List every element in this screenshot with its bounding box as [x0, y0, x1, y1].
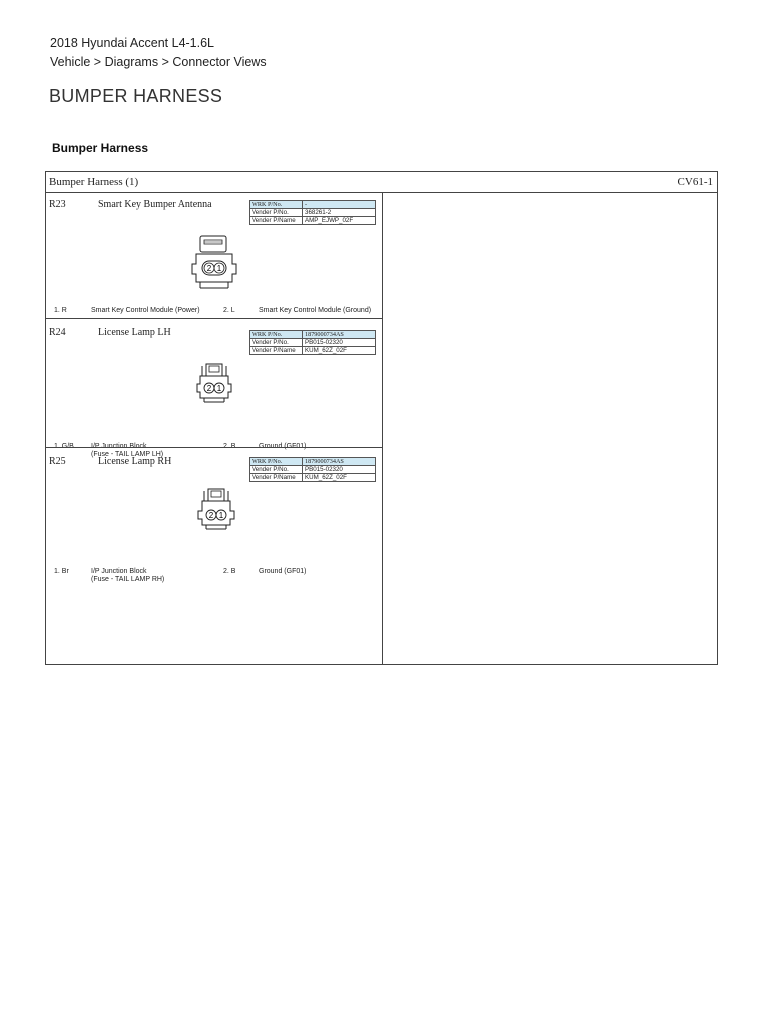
- pin-desc-line2: (Fuse - TAIL LAMP RH): [91, 576, 165, 583]
- part-label: Vender P/Name: [250, 474, 303, 482]
- sheet-header: [46, 172, 717, 193]
- breadcrumb-separator: >: [93, 55, 102, 69]
- pin-number: 2: [208, 511, 214, 520]
- page-title: BUMPER HARNESS: [49, 86, 223, 106]
- pin-no: 1. Br: [54, 568, 69, 575]
- part-label: Vender P/Name: [250, 347, 303, 355]
- part-value: 1879000734AS: [303, 458, 376, 466]
- pin-number: 1: [216, 264, 222, 273]
- breadcrumb-diagrams[interactable]: Diagrams: [104, 55, 159, 69]
- connector-id: R23: [49, 199, 66, 210]
- part-label: Vender P/No.: [250, 209, 303, 217]
- pin-number: 1: [218, 511, 224, 520]
- part-value: PB015-02320: [303, 339, 376, 347]
- part-number-table: [249, 457, 376, 482]
- part-value: KUM_62Z_02F: [303, 474, 376, 482]
- connector-face-r24: [194, 362, 234, 406]
- part-number-table: [249, 330, 376, 355]
- pin-number: 2: [206, 264, 212, 273]
- connector-block-r23: [46, 194, 382, 318]
- connector-sheet: [45, 171, 718, 665]
- part-value: 368261-2: [303, 209, 376, 217]
- connector-id: R24: [49, 327, 66, 338]
- part-label: Vender P/No.: [250, 339, 303, 347]
- part-value: -: [303, 201, 376, 209]
- connector-block-r25: [46, 451, 382, 583]
- column-divider: [382, 193, 383, 665]
- vehicle-title: 2018 Hyundai Accent L4-1.6L: [50, 36, 215, 50]
- section-title: Bumper Harness: [52, 141, 149, 155]
- connector-block-r24: [46, 322, 382, 458]
- part-value: 1879000734AS: [303, 331, 376, 339]
- part-number-table: [249, 200, 376, 225]
- connector-id: R25: [49, 456, 66, 467]
- connector-name: License Lamp RH: [98, 456, 172, 467]
- pin-desc: I/P Junction Block: [91, 568, 147, 575]
- pin-number: 2: [206, 384, 212, 393]
- pin-desc: Smart Key Control Module (Power): [91, 307, 200, 314]
- pin-no: 2. L: [223, 307, 235, 314]
- sheet-title: Bumper Harness (1): [49, 176, 139, 188]
- part-value: PB015-02320: [303, 466, 376, 474]
- part-label: Vender P/Name: [250, 217, 303, 225]
- connector-divider: [46, 447, 382, 448]
- breadcrumb-separator: >: [161, 55, 169, 69]
- part-label: WRK P/No.: [250, 458, 303, 466]
- pin-desc: Ground (GF01): [259, 568, 307, 575]
- connector-name: License Lamp LH: [98, 327, 171, 338]
- pin-number: 1: [216, 384, 222, 393]
- pin-no: 1. R: [54, 307, 67, 314]
- breadcrumb: [50, 55, 267, 69]
- part-label: WRK P/No.: [250, 331, 303, 339]
- connector-divider: [46, 318, 382, 319]
- part-label: Vender P/No.: [250, 466, 303, 474]
- breadcrumb-current: Connector Views: [172, 55, 267, 69]
- pin-desc: Smart Key Control Module (Ground): [259, 307, 372, 314]
- connector-face-r23: [188, 234, 240, 292]
- pin-no: 2. B: [223, 568, 236, 575]
- breadcrumb-vehicle[interactable]: Vehicle: [50, 55, 91, 69]
- connector-name: Smart Key Bumper Antenna: [98, 199, 212, 210]
- sheet-code: CV61-1: [677, 176, 713, 188]
- pin-desc-line2: (Fuse - TAIL LAMP LH): [91, 451, 164, 458]
- part-value: KUM_62Z_02F: [303, 347, 376, 355]
- part-value: AMP_EJWP_02F: [303, 217, 376, 225]
- connector-face-r25: [194, 487, 238, 535]
- part-label: WRK P/No.: [250, 201, 303, 209]
